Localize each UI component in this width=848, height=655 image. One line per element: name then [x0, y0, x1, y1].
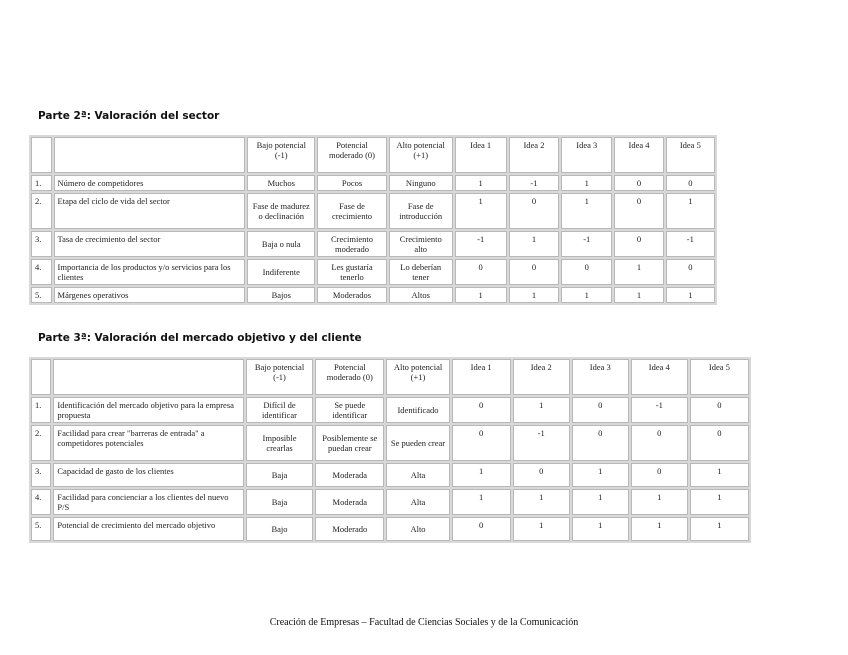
table-row: [31, 231, 715, 257]
idea-2-score: 1: [513, 397, 570, 423]
potential-low-cell: Muchos: [247, 175, 315, 191]
potential-mid-cell: Crecimiento moderado: [317, 231, 387, 257]
idea-1-score: 1: [455, 175, 507, 191]
header-cell: Idea 1: [452, 359, 511, 395]
criterion-cell: Tasa de crecimiento del sector: [54, 231, 246, 257]
idea-5-score: 0: [690, 425, 749, 461]
potential-mid-cell: Fase de crecimiento: [317, 193, 387, 229]
criterion-cell: Número de competidores: [54, 175, 246, 191]
idea-5-score: 1: [666, 287, 715, 303]
header-cell: Idea 4: [631, 359, 688, 395]
potential-high-cell: Lo deberían tener: [389, 259, 453, 285]
idea-4-score: 1: [614, 287, 663, 303]
idea-1-score: -1: [455, 231, 507, 257]
idea-2-score: 0: [509, 259, 559, 285]
potential-mid-cell: Pocos: [317, 175, 387, 191]
idea-2-score: -1: [513, 425, 570, 461]
idea-4-score: 0: [614, 193, 663, 229]
idea-1-score: 1: [452, 489, 511, 515]
idea-1-score: 0: [452, 517, 511, 541]
row-number: 3.: [31, 463, 51, 487]
potential-mid-cell: Moderado: [315, 517, 384, 541]
potential-high-cell: Alta: [386, 489, 449, 515]
potential-high-cell: Altos: [389, 287, 453, 303]
header-cell: Idea 4: [614, 137, 663, 173]
potential-low-cell: Imposible crearlas: [246, 425, 313, 461]
potential-low-cell: Fase de madurez o declinación: [247, 193, 315, 229]
row-number: 1.: [31, 175, 52, 191]
idea-4-score: -1: [631, 397, 688, 423]
idea-4-score: 0: [614, 231, 663, 257]
idea-5-score: 0: [666, 259, 715, 285]
table-row: [31, 463, 749, 487]
potential-mid-cell: Se puede identificar: [315, 397, 384, 423]
table-row: [31, 175, 715, 191]
idea-1-score: 0: [452, 425, 511, 461]
table-row: [31, 489, 749, 515]
row-number: 1.: [31, 397, 51, 423]
idea-2-score: 1: [513, 517, 570, 541]
idea-1-score: 0: [455, 259, 507, 285]
potential-mid-cell: Moderados: [317, 287, 387, 303]
potential-high-cell: Ninguno: [389, 175, 453, 191]
header-cell: [54, 137, 246, 173]
table-row: [31, 259, 715, 285]
header-cell: Bajo potencial (-1): [246, 359, 313, 395]
idea-3-score: 1: [572, 517, 629, 541]
potential-low-cell: Bajo: [246, 517, 313, 541]
potential-high-cell: Fase de introducción: [389, 193, 453, 229]
part2-title: Parte 2ª: Valoración del sector: [38, 110, 220, 122]
idea-5-score: 1: [690, 489, 749, 515]
header-cell: Potencial moderado (0): [317, 137, 387, 173]
header-cell: Idea 2: [509, 137, 559, 173]
row-number: 5.: [31, 287, 52, 303]
criterion-cell: Facilidad para crear "barreras de entrada" a competidores potenciales: [53, 425, 244, 461]
row-number: 4.: [31, 489, 51, 515]
criterion-cell: Márgenes operativos: [54, 287, 246, 303]
page-footer: Creación de Empresas – Facultad de Ciencias Sociales y de la Comunicación: [269, 617, 579, 628]
idea-3-score: -1: [561, 231, 612, 257]
row-number: 2.: [31, 425, 51, 461]
header-cell: Alto potencial (+1): [386, 359, 449, 395]
header-cell: Idea 3: [561, 137, 612, 173]
row-number: 4.: [31, 259, 52, 285]
row-number: 2.: [31, 193, 52, 229]
header-cell: Alto potencial (+1): [389, 137, 453, 173]
criterion-cell: Identificación del mercado objetivo para la empresa propuesta: [53, 397, 244, 423]
idea-2-score: 1: [513, 489, 570, 515]
potential-low-cell: Baja: [246, 463, 313, 487]
idea-2-score: 1: [509, 287, 559, 303]
header-cell: Idea 5: [690, 359, 749, 395]
header-cell: Idea 1: [455, 137, 507, 173]
table-row: [31, 193, 715, 229]
criterion-cell: Capacidad de gasto de los clientes: [53, 463, 244, 487]
header-cell: Bajo potencial (-1): [247, 137, 315, 173]
header-cell: [31, 137, 52, 173]
idea-1-score: 1: [455, 193, 507, 229]
table-row: [31, 397, 749, 423]
potential-low-cell: Baja: [246, 489, 313, 515]
sector-valuation-table: [29, 135, 717, 305]
potential-high-cell: Crecimiento alto: [389, 231, 453, 257]
idea-2-score: 0: [513, 463, 570, 487]
idea-2-score: 1: [509, 231, 559, 257]
header-row: [31, 359, 749, 395]
row-number: 3.: [31, 231, 52, 257]
idea-2-score: -1: [509, 175, 559, 191]
row-number: 5.: [31, 517, 51, 541]
idea-5-score: 1: [666, 193, 715, 229]
header-cell: Idea 3: [572, 359, 629, 395]
idea-5-score: -1: [666, 231, 715, 257]
idea-5-score: 0: [666, 175, 715, 191]
idea-3-score: 0: [572, 425, 629, 461]
header-cell: [31, 359, 51, 395]
potential-mid-cell: Moderada: [315, 463, 384, 487]
header-cell: Idea 5: [666, 137, 715, 173]
idea-4-score: 0: [631, 425, 688, 461]
potential-high-cell: Se pueden crear: [386, 425, 449, 461]
potential-high-cell: Alto: [386, 517, 449, 541]
potential-low-cell: Difícil de identificar: [246, 397, 313, 423]
potential-low-cell: Baja o nula: [247, 231, 315, 257]
potential-low-cell: Indiferente: [247, 259, 315, 285]
idea-3-score: 0: [561, 259, 612, 285]
idea-1-score: 0: [452, 397, 511, 423]
idea-4-score: 1: [631, 517, 688, 541]
idea-2-score: 0: [509, 193, 559, 229]
table-row: [31, 425, 749, 461]
idea-5-score: 1: [690, 517, 749, 541]
criterion-cell: Facilidad para concienciar a los clientes del nuevo P/S: [53, 489, 244, 515]
criterion-cell: Potencial de crecimiento del mercado objetivo: [53, 517, 244, 541]
potential-mid-cell: Les gustaría tenerlo: [317, 259, 387, 285]
idea-4-score: 0: [614, 175, 663, 191]
potential-high-cell: Identificado: [386, 397, 449, 423]
header-cell: [53, 359, 244, 395]
idea-3-score: 1: [572, 463, 629, 487]
potential-mid-cell: Moderada: [315, 489, 384, 515]
market-valuation-table: [29, 357, 751, 543]
idea-4-score: 0: [631, 463, 688, 487]
idea-3-score: 0: [572, 397, 629, 423]
idea-3-score: 1: [572, 489, 629, 515]
criterion-cell: Etapa del ciclo de vida del sector: [54, 193, 246, 229]
idea-5-score: 0: [690, 397, 749, 423]
potential-high-cell: Alta: [386, 463, 449, 487]
idea-3-score: 1: [561, 287, 612, 303]
table-row: [31, 517, 749, 541]
header-row: [31, 137, 715, 173]
header-cell: Idea 2: [513, 359, 570, 395]
idea-1-score: 1: [455, 287, 507, 303]
criterion-cell: Importancia de los productos y/o servicios para los clientes: [54, 259, 246, 285]
idea-3-score: 1: [561, 175, 612, 191]
idea-3-score: 1: [561, 193, 612, 229]
header-cell: Potencial moderado (0): [315, 359, 384, 395]
potential-low-cell: Bajos: [247, 287, 315, 303]
idea-5-score: 1: [690, 463, 749, 487]
part3-title: Parte 3ª: Valoración del mercado objetivo y del cliente: [38, 332, 362, 344]
idea-4-score: 1: [614, 259, 663, 285]
table-row: [31, 287, 715, 303]
idea-1-score: 1: [452, 463, 511, 487]
potential-mid-cell: Posiblemente se puedan crear: [315, 425, 384, 461]
idea-4-score: 1: [631, 489, 688, 515]
